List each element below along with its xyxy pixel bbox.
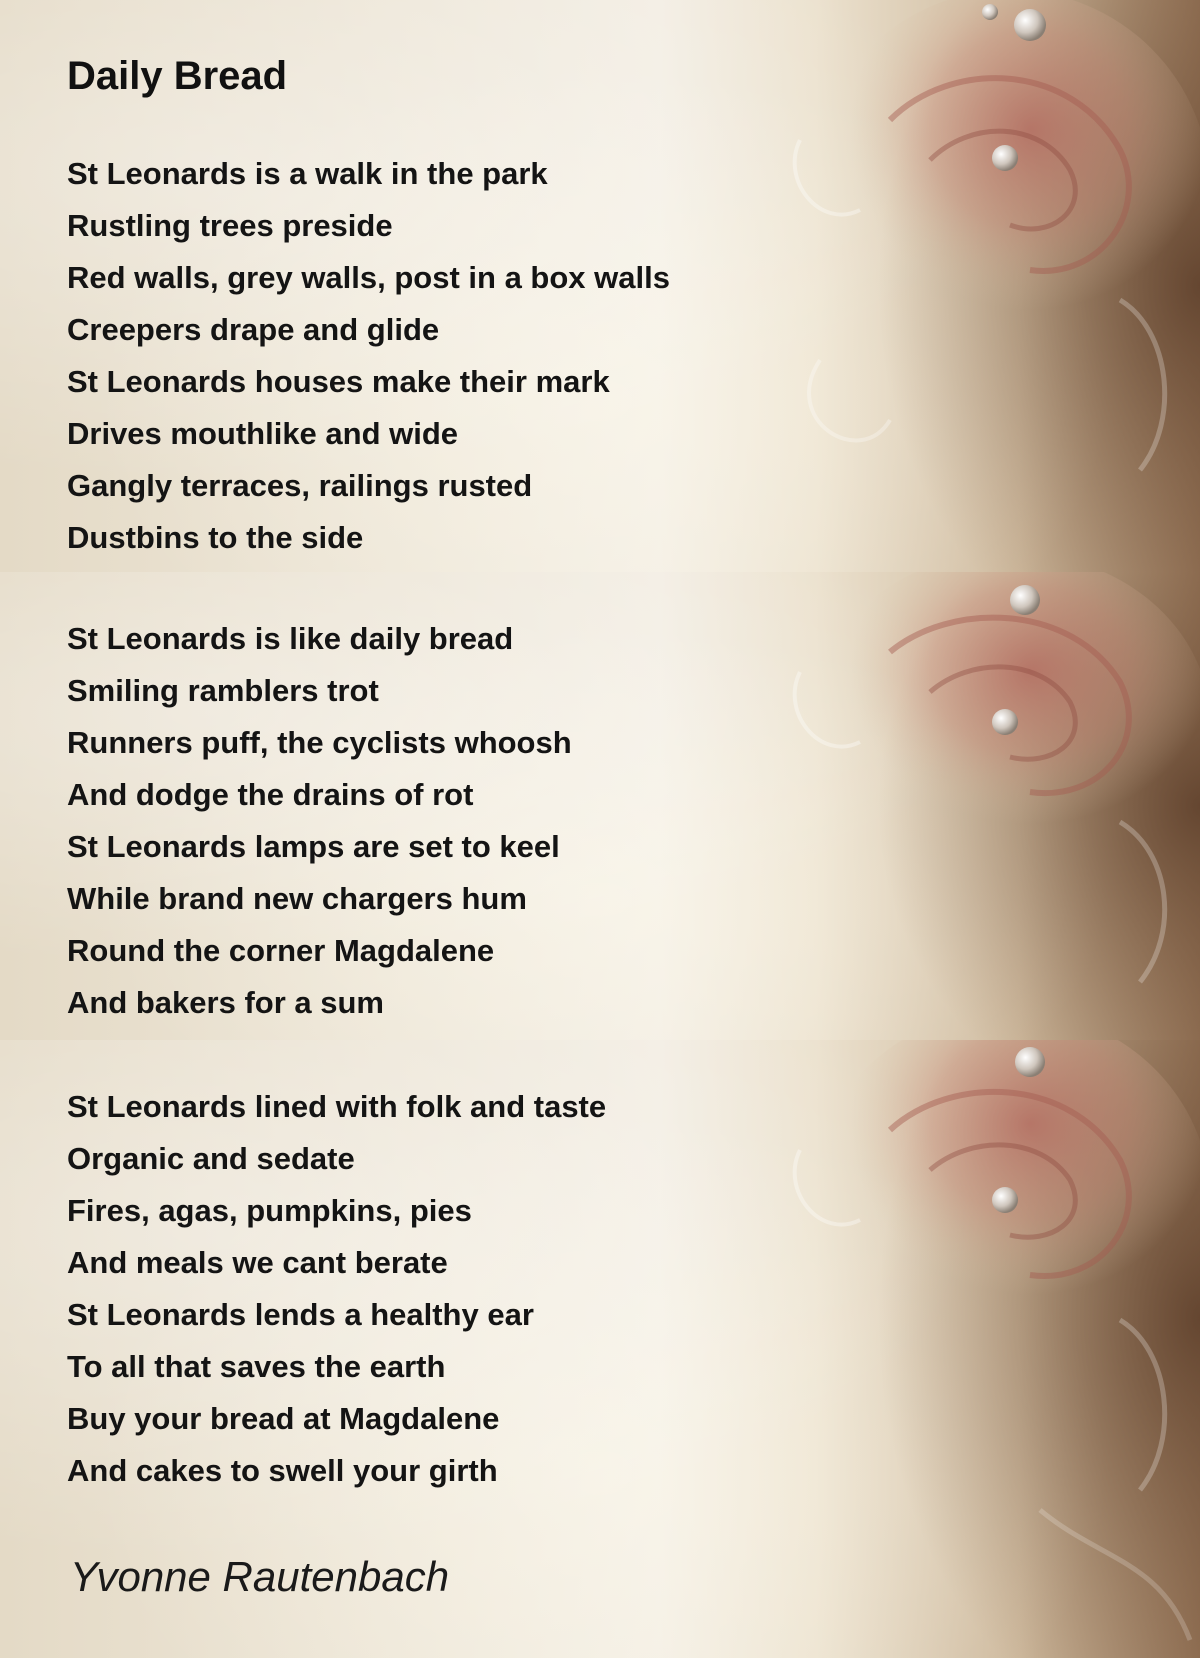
stanza — [67, 613, 572, 1029]
poem-line: St Leonards is like daily bread — [67, 621, 514, 656]
poem-panel — [0, 572, 1200, 1040]
poem-line: And dodge the drains of rot — [67, 777, 474, 812]
poem-line: St Leonards lamps are set to keel — [67, 829, 560, 864]
stanza — [67, 148, 670, 564]
poem-title: Daily Bread — [67, 54, 288, 98]
poem-line: Creepers drape and glide — [67, 312, 440, 347]
poem-line: St Leonards lined with folk and taste — [67, 1089, 607, 1124]
stanza — [67, 1081, 606, 1497]
poem-line: Drives mouthlike and wide — [67, 416, 459, 451]
rose-decoration — [740, 1040, 1200, 1658]
poem-line: St Leonards is a walk in the park — [67, 156, 548, 191]
poem-panel — [0, 1040, 1200, 1658]
poem-line: Organic and sedate — [67, 1141, 355, 1176]
poem-line: And cakes to swell your girth — [67, 1453, 498, 1488]
poem-line: Gangly terraces, railings rusted — [67, 468, 533, 503]
poem-line: Round the corner Magdalene — [67, 933, 495, 968]
poem-line: Smiling ramblers trot — [67, 673, 379, 708]
poem-line: Runners puff, the cyclists whoosh — [67, 725, 572, 760]
poem-line: St Leonards houses make their mark — [67, 364, 610, 399]
rose-decoration — [740, 0, 1200, 572]
poem-line: Dustbins to the side — [67, 520, 364, 555]
poem-line: And bakers for a sum — [67, 985, 384, 1020]
poem-line: Buy your bread at Magdalene — [67, 1401, 500, 1436]
poem-line: And meals we cant berate — [67, 1245, 448, 1280]
poem-line: Fires, agas, pumpkins, pies — [67, 1193, 472, 1228]
poem-author: Yvonne Rautenbach — [70, 1553, 450, 1600]
poem-line: St Leonards lends a healthy ear — [67, 1297, 534, 1332]
poem-line: To all that saves the earth — [67, 1349, 446, 1384]
poem-panel — [0, 0, 1200, 572]
rose-decoration — [740, 572, 1200, 1040]
poem-line: Red walls, grey walls, post in a box walls — [67, 260, 670, 295]
poem-line: While brand new chargers hum — [67, 881, 527, 916]
poem-line: Rustling trees preside — [67, 208, 393, 243]
